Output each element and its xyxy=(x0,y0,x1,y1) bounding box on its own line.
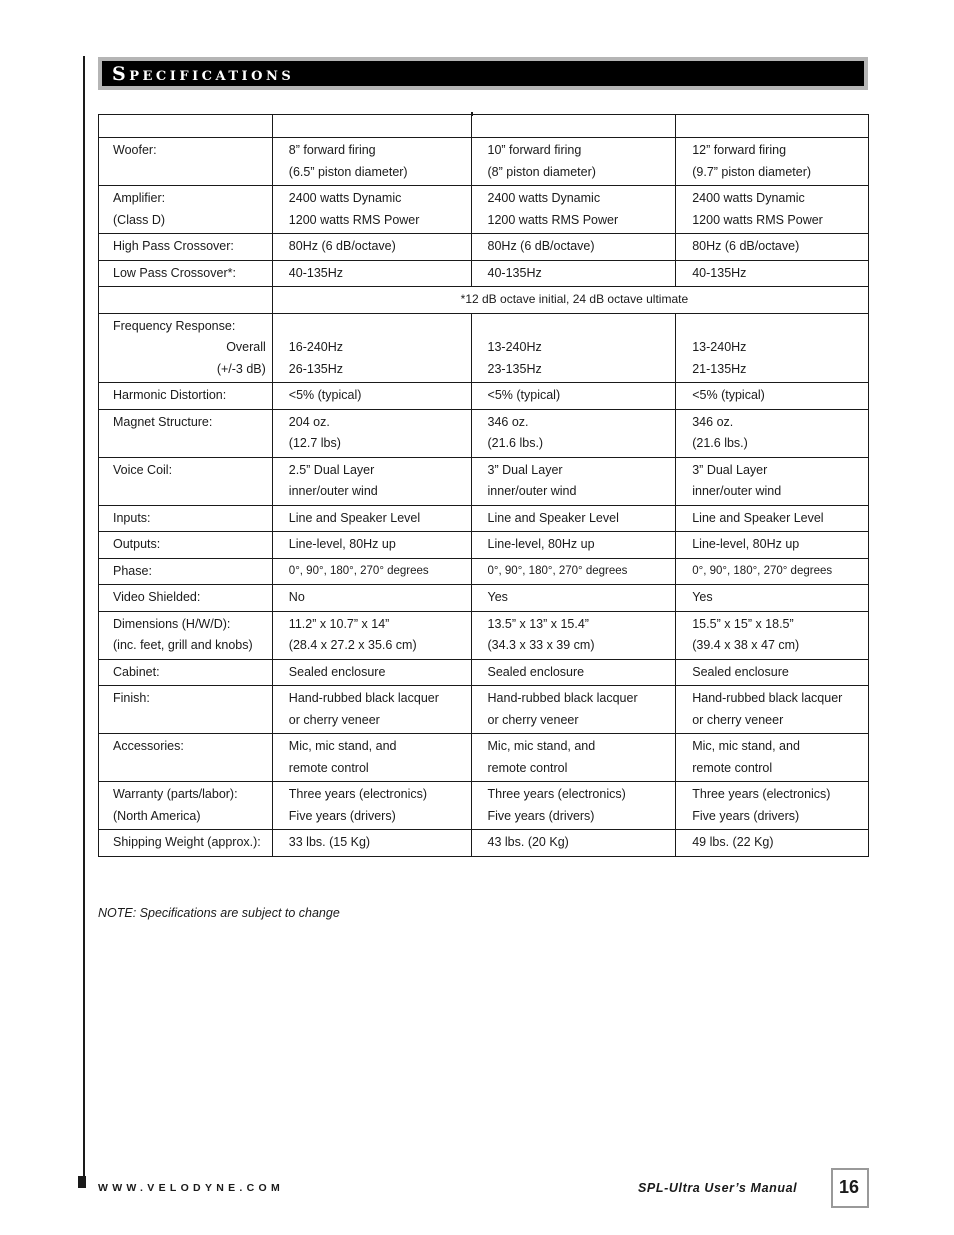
cell-text-line: 0°, 90°, 180°, 270° degrees xyxy=(288,564,429,577)
cell-text-line: 346 oz. xyxy=(487,414,529,429)
spec-value-cell xyxy=(272,558,471,585)
cell-text-line: 1200 watts RMS Power xyxy=(288,212,420,227)
spec-label-cell xyxy=(99,659,273,686)
footer-manual-title: SPL-Ultra User’s Manual xyxy=(638,1181,798,1195)
table-row xyxy=(99,505,869,532)
cell-text-line: Finish: xyxy=(113,691,150,705)
cell-text-line: 2400 watts Dynamic xyxy=(288,191,402,205)
spec-value-cell xyxy=(471,505,676,532)
cell-text-line: Line and Speaker Level xyxy=(487,510,619,525)
table-row xyxy=(99,782,869,830)
spec-value-cell xyxy=(676,585,869,612)
cell-spacer xyxy=(692,316,862,338)
cell-text-line: 43 lbs. (20 Kg) xyxy=(487,835,569,849)
spec-value-cell xyxy=(471,234,676,261)
cell-text-line: Inputs: xyxy=(113,510,151,525)
spec-label-cell xyxy=(99,138,273,186)
table-header-row xyxy=(99,115,869,138)
spec-value-cell xyxy=(272,659,471,686)
spec-value-cell xyxy=(272,383,471,410)
spec-label-cell xyxy=(99,383,273,410)
spec-label-cell xyxy=(99,782,273,830)
cell-text-line: (6.5” piston diameter) xyxy=(288,164,408,179)
cell-text-line: 33 lbs. (15 Kg) xyxy=(288,835,371,849)
cell-text-line: 49 lbs. (22 Kg) xyxy=(692,835,774,849)
table-row xyxy=(99,138,869,186)
cell-text-line: Video Shielded: xyxy=(113,590,201,604)
spec-value-cell xyxy=(272,532,471,559)
crossover-note: *12 dB octave initial, 24 dB octave ultimate xyxy=(272,287,868,314)
cell-text-line: 11.2” x 10.7” x 14” xyxy=(288,616,390,631)
cell-text-line: Five years (drivers) xyxy=(692,808,800,823)
spec-label-cell xyxy=(99,734,273,782)
spec-value-cell xyxy=(676,409,869,457)
cell-text-line: Yes xyxy=(692,590,713,604)
cell-text-line: or cherry veneer xyxy=(288,712,380,727)
spec-value-cell xyxy=(676,659,869,686)
cell-text-line: Sealed enclosure xyxy=(288,664,386,679)
spec-value-cell xyxy=(676,383,869,410)
spec-value-cell xyxy=(272,585,471,612)
table-row xyxy=(99,830,869,857)
spec-value-cell xyxy=(272,313,471,383)
cell-text-line: inner/outer wind xyxy=(288,484,378,498)
cell-text-line: 80Hz (6 dB/octave) xyxy=(692,239,800,253)
cell-text-line: Three years (electronics) xyxy=(692,787,831,801)
cell-text-line: Five years (drivers) xyxy=(487,808,595,823)
spec-value-cell xyxy=(471,186,676,234)
cell-text-line: Line-level, 80Hz up xyxy=(288,537,396,551)
spec-value-cell xyxy=(471,830,676,857)
cell-text-line: Hand-rubbed black lacquer xyxy=(692,691,843,705)
cell-text-line: 204 oz. xyxy=(288,414,330,429)
cell-text-line: 3” Dual Layer xyxy=(487,462,563,477)
cell-text-line: 80Hz (6 dB/octave) xyxy=(288,239,396,253)
specifications-table-body xyxy=(99,115,869,857)
spec-value-cell xyxy=(676,260,869,287)
cell-text-line: (8” piston diameter) xyxy=(487,164,596,179)
table-row xyxy=(99,585,869,612)
cell-text-line: Three years (electronics) xyxy=(288,787,428,801)
spec-value-cell xyxy=(272,186,471,234)
cell-text-line: Sealed enclosure xyxy=(692,664,789,679)
header-cell xyxy=(99,115,273,138)
spec-value-cell xyxy=(471,734,676,782)
spec-value-cell xyxy=(272,734,471,782)
cell-text-line: remote control xyxy=(487,760,568,775)
cell-text-line: 13-240Hz xyxy=(692,340,747,354)
cell-text-line: No xyxy=(288,590,305,604)
cell-text-line: (Class D) xyxy=(113,212,166,227)
cell-text-line: Low Pass Crossover*: xyxy=(113,265,236,280)
spec-value-cell xyxy=(272,234,471,261)
cell-text-line: Frequency Response: xyxy=(113,318,236,333)
cell-text-line: 13-240Hz xyxy=(487,340,542,354)
cell-text-line: or cherry veneer xyxy=(487,712,579,727)
crossover-note-row xyxy=(99,287,869,314)
cell-text-line: 40-135Hz xyxy=(692,265,747,280)
spec-value-cell xyxy=(471,383,676,410)
cell-text-line: Dimensions (H/W/D): xyxy=(113,616,231,631)
spec-label-cell xyxy=(99,186,273,234)
spec-value-cell xyxy=(471,611,676,659)
cell-text-line: (21.6 lbs.) xyxy=(692,436,748,450)
cell-text-line: Magnet Structure: xyxy=(113,414,213,429)
cell-text-line: or cherry veneer xyxy=(692,712,784,727)
cell-text-line: 12” forward firing xyxy=(692,143,787,157)
cell-text-line: Line-level, 80Hz up xyxy=(692,537,800,551)
cell-text-line: Mic, mic stand, and xyxy=(288,739,397,753)
cell-text-line: 1200 watts RMS Power xyxy=(692,212,823,227)
spec-value-cell xyxy=(471,409,676,457)
cell-text-line: inner/outer wind xyxy=(692,484,782,498)
table-row xyxy=(99,186,869,234)
spec-value-cell xyxy=(676,457,869,505)
spec-value-cell xyxy=(676,734,869,782)
spec-value-cell xyxy=(676,234,869,261)
table-row xyxy=(99,686,869,734)
cell-text-line: Hand-rubbed black lacquer xyxy=(288,691,439,705)
table-row xyxy=(99,260,869,287)
cell-text-line: Three years (electronics) xyxy=(487,787,626,801)
cell-text-line: (39.4 x 38 x 47 cm) xyxy=(692,638,800,652)
cell-text-line: (21.6 lbs.) xyxy=(487,436,544,450)
cell-text-line: 2.5” Dual Layer xyxy=(288,462,375,477)
spec-value-cell xyxy=(471,313,676,383)
cell-text-line: 40-135Hz xyxy=(487,265,542,280)
spec-value-cell xyxy=(676,505,869,532)
cell-text-line: Sealed enclosure xyxy=(487,664,585,679)
cell-text-line: Yes xyxy=(487,590,508,604)
spec-label-cell xyxy=(99,558,273,585)
cell-text-line: 10” forward firing xyxy=(487,143,582,157)
spec-value-cell xyxy=(676,313,869,383)
cell-text-line: Line and Speaker Level xyxy=(692,510,824,525)
table-row xyxy=(99,234,869,261)
table-row xyxy=(99,659,869,686)
spec-value-cell xyxy=(676,686,869,734)
header-cell xyxy=(676,115,869,138)
cell-text-line: Mic, mic stand, and xyxy=(487,739,596,753)
cell-text-line: Outputs: xyxy=(113,537,161,551)
empty-label-cell xyxy=(99,287,273,314)
cell-text-line: Five years (drivers) xyxy=(288,808,396,823)
spec-value-cell xyxy=(471,532,676,559)
cell-text-line: Accessories: xyxy=(113,739,184,753)
cell-text-line: 2400 watts Dynamic xyxy=(487,191,601,205)
cell-text-line: (North America) xyxy=(113,808,201,823)
table-row xyxy=(99,457,869,505)
cell-text-line: Overall xyxy=(226,340,266,354)
spec-label-cell xyxy=(99,686,273,734)
cell-text-line: High Pass Crossover: xyxy=(113,239,234,253)
cell-text-line: (12.7 lbs) xyxy=(288,436,341,450)
cell-text-line: 8” forward firing xyxy=(288,143,376,157)
spec-value-cell xyxy=(676,138,869,186)
cell-text-line: 0°, 90°, 180°, 270° degrees xyxy=(487,564,628,577)
spec-label-cell xyxy=(99,260,273,287)
spec-value-cell xyxy=(471,659,676,686)
cell-text-line: inner/outer wind xyxy=(487,484,577,498)
left-margin-marker xyxy=(78,1176,86,1188)
cell-text-line: (34.3 x 33 x 39 cm) xyxy=(487,638,595,652)
cell-text-line: Shipping Weight (approx.): xyxy=(113,835,261,849)
table-row xyxy=(99,611,869,659)
spec-value-cell xyxy=(272,409,471,457)
cell-text-line: (+/-3 dB) xyxy=(216,361,266,376)
spec-value-cell xyxy=(272,782,471,830)
cell-text-line: remote control xyxy=(692,760,773,775)
spec-value-cell xyxy=(676,186,869,234)
spec-value-cell xyxy=(471,686,676,734)
cell-text-line: 16-240Hz xyxy=(288,340,343,354)
cell-text-line: Line and Speaker Level xyxy=(288,510,421,525)
cell-text-line: 2400 watts Dynamic xyxy=(692,191,805,205)
cell-text-line: 0°, 90°, 180°, 270° degrees xyxy=(692,564,833,577)
cell-text-line: 346 oz. xyxy=(692,414,734,429)
spec-value-cell xyxy=(272,457,471,505)
spec-value-cell xyxy=(471,782,676,830)
cell-text-line: Hand-rubbed black lacquer xyxy=(487,691,638,705)
cell-text-line: 21-135Hz xyxy=(692,361,747,376)
spec-label-cell xyxy=(99,505,273,532)
spec-value-cell xyxy=(676,830,869,857)
footer-website: WWW.VELODYNE.COM xyxy=(98,1182,285,1194)
frequency-response-row xyxy=(99,313,869,383)
page-number: 16 xyxy=(838,1177,860,1197)
cell-text-line: Mic, mic stand, and xyxy=(692,739,800,753)
cell-text-line: (inc. feet, grill and knobs) xyxy=(113,638,253,652)
left-margin-rule xyxy=(83,56,85,1180)
cell-text-line: remote control xyxy=(288,760,369,775)
spec-value-cell xyxy=(272,505,471,532)
spec-value-cell xyxy=(471,585,676,612)
cell-text-line: <5% (typical) xyxy=(288,388,362,402)
cell-text-line: Cabinet: xyxy=(113,664,160,679)
spec-value-cell xyxy=(272,260,471,287)
cell-text-line: Warranty (parts/labor): xyxy=(113,787,238,801)
cell-text-line: Line-level, 80Hz up xyxy=(487,537,595,551)
cell-text-line: Woofer: xyxy=(113,143,157,157)
cell-text-line: 13.5” x 13” x 15.4” xyxy=(487,616,589,631)
spec-label-cell xyxy=(99,234,273,261)
cell-text-line: 40-135Hz xyxy=(288,265,343,280)
spec-value-cell xyxy=(676,532,869,559)
spec-value-cell xyxy=(471,138,676,186)
spec-value-cell xyxy=(471,260,676,287)
spec-label-cell xyxy=(99,532,273,559)
cell-spacer xyxy=(488,316,670,338)
cell-text-line: <5% (typical) xyxy=(487,388,561,402)
cell-text-line: Amplifier: xyxy=(113,191,166,205)
spec-value-cell xyxy=(272,138,471,186)
table-row xyxy=(99,558,869,585)
cell-text-line: 15.5” x 15” x 18.5” xyxy=(692,616,794,631)
cell-text-line: 1200 watts RMS Power xyxy=(487,212,619,227)
section-title: Specifications xyxy=(112,63,295,85)
spec-label-cell xyxy=(99,830,273,857)
spec-value-cell xyxy=(272,686,471,734)
spec-value-cell xyxy=(471,457,676,505)
cell-text-line: 3” Dual Layer xyxy=(692,462,768,477)
cell-text-line: (28.4 x 27.2 x 35.6 cm) xyxy=(288,638,417,652)
specifications-note: NOTE: Specifications are subject to change xyxy=(98,906,340,920)
spec-value-cell xyxy=(676,611,869,659)
spec-value-cell xyxy=(676,782,869,830)
spec-label-cell xyxy=(99,585,273,612)
cell-spacer xyxy=(289,316,465,338)
spec-label-cell xyxy=(99,457,273,505)
cell-text-line: 80Hz (6 dB/octave) xyxy=(487,239,595,253)
cell-text-line: Phase: xyxy=(113,563,152,578)
table-row xyxy=(99,734,869,782)
cell-text-line: (9.7” piston diameter) xyxy=(692,164,812,179)
spec-label-cell xyxy=(99,409,273,457)
cell-text-line: Voice Coil: xyxy=(113,462,173,477)
cell-text-line: 26-135Hz xyxy=(288,361,343,376)
spec-value-cell xyxy=(272,611,471,659)
cell-text-line: <5% (typical) xyxy=(692,388,765,402)
table-row xyxy=(99,409,869,457)
table-row xyxy=(99,532,869,559)
spec-value-cell xyxy=(272,830,471,857)
specifications-table xyxy=(98,114,869,857)
table-row xyxy=(99,383,869,410)
spec-label-cell xyxy=(99,313,273,383)
spec-value-cell xyxy=(471,558,676,585)
header-cell xyxy=(471,115,676,138)
spec-value-cell xyxy=(676,558,869,585)
header-cell xyxy=(272,115,471,138)
cell-text-line: 23-135Hz xyxy=(487,361,542,376)
cell-text-line: Harmonic Distortion: xyxy=(113,388,227,402)
spec-label-cell xyxy=(99,611,273,659)
